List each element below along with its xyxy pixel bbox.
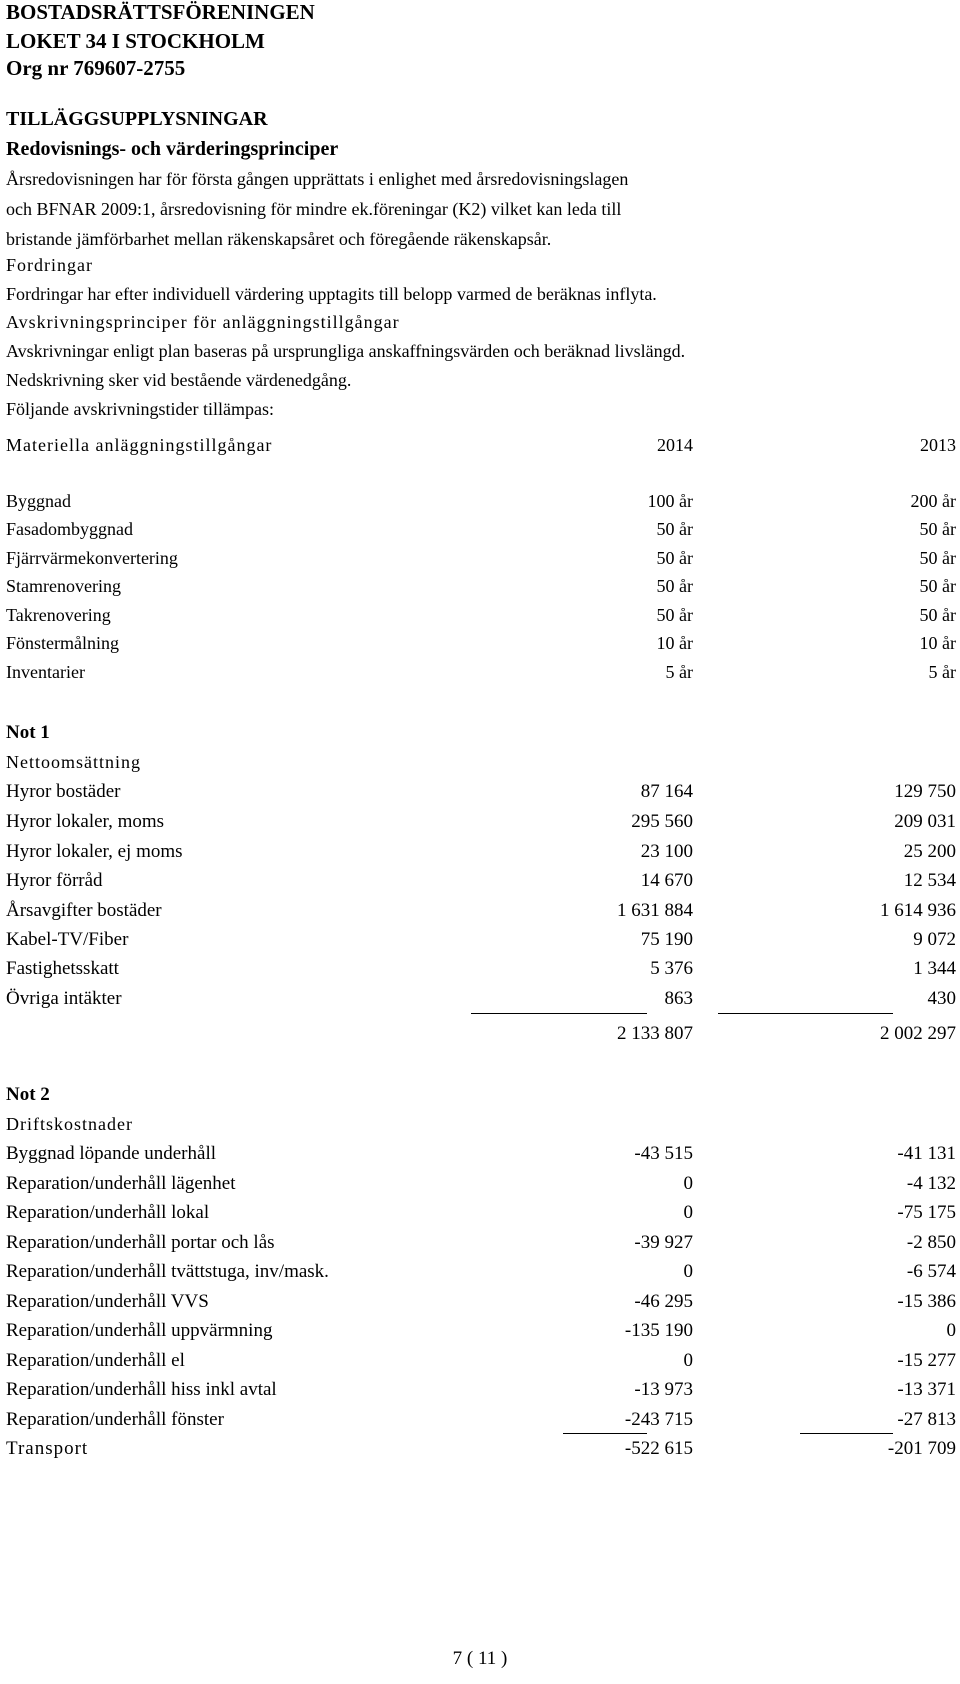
row-value-2013: 430 <box>927 988 956 1009</box>
table-row <box>6 1319 956 1343</box>
table-row <box>6 840 956 864</box>
row-value-2014: 50 år <box>656 576 693 596</box>
row-value-2013: 12 534 <box>903 870 956 891</box>
year-2014-header: 2014 <box>657 435 693 455</box>
row-value-2013: -15 277 <box>897 1350 956 1371</box>
table-row <box>6 869 956 893</box>
table-row <box>6 1172 956 1196</box>
row-value-2013: 1 614 936 <box>880 900 956 921</box>
row-label: Fasadombyggnad <box>6 519 133 539</box>
table-row <box>6 490 956 512</box>
paragraph-line: Årsredovisningen har för första gången upprättats i enlighet med årsredovisningslagen <box>6 169 629 189</box>
row-label: Reparation/underhåll uppvärmning <box>6 1320 273 1341</box>
sum-rule-2014 <box>471 1013 647 1014</box>
depreciation-line: Avskrivningar enligt plan baseras på ursprungliga anskaffningsvärden och beräknad livslängd. <box>6 341 686 361</box>
org-name-line1: BOSTADSRÄTTSFÖRENINGEN <box>6 0 315 24</box>
transport-2013: -201 709 <box>887 1438 956 1459</box>
row-value-2013: 25 200 <box>903 841 956 862</box>
table-row <box>6 1201 956 1225</box>
row-value-2013: -13 371 <box>897 1379 956 1400</box>
section-subheading: Redovisnings- och värderingsprinciper <box>6 138 339 160</box>
row-value-2013: 209 031 <box>894 811 956 832</box>
sum-rule-2013 <box>718 1013 893 1014</box>
row-label: Reparation/underhåll fönster <box>6 1409 224 1430</box>
row-label: Stamrenovering <box>6 576 121 596</box>
table-row <box>6 780 956 804</box>
transport-row <box>6 1437 956 1461</box>
row-label: Byggnad <box>6 491 71 511</box>
row-value-2014: -46 295 <box>634 1291 693 1312</box>
row-label: Takrenovering <box>6 605 111 625</box>
table-row <box>6 1142 956 1166</box>
row-value-2013: 50 år <box>919 548 956 568</box>
row-value-2013: 1 344 <box>913 958 956 979</box>
depreciation-title: Avskrivningsprinciper för anläggningstillgångar <box>6 312 400 332</box>
table-row <box>6 604 956 626</box>
page-number: 7 ( 11 ) <box>452 1648 508 1669</box>
row-value-2014: 50 år <box>656 548 693 568</box>
table-row <box>6 1378 956 1402</box>
assets-header-row <box>6 434 956 456</box>
row-value-2013: 10 år <box>919 633 956 653</box>
depreciation-line: Följande avskrivningstider tillämpas: <box>6 399 274 419</box>
receivables-title: Fordringar <box>6 255 93 275</box>
table-row <box>6 1349 956 1373</box>
table-row <box>6 518 956 540</box>
total-row <box>6 1022 956 1046</box>
transport-label: Transport <box>6 1438 89 1459</box>
table-row <box>6 661 956 683</box>
table-row <box>6 957 956 981</box>
row-value-2014: -39 927 <box>634 1232 693 1253</box>
table-row <box>6 899 956 923</box>
row-label: Reparation/underhåll lägenhet <box>6 1173 236 1194</box>
row-value-2013: -27 813 <box>897 1409 956 1430</box>
row-label: Fastighetsskatt <box>6 958 119 979</box>
section-heading: TILLÄGGSUPPLYSNINGAR <box>6 108 268 130</box>
row-label: Reparation/underhåll lokal <box>6 1202 210 1223</box>
row-label: Övriga intäkter <box>6 988 122 1009</box>
row-value-2014: -243 715 <box>624 1409 693 1430</box>
paragraph-line: och BFNAR 2009:1, årsredovisning för mindre ek.föreningar (K2) vilket kan leda till <box>6 199 622 219</box>
year-2013-header: 2013 <box>920 435 956 455</box>
table-row <box>6 987 956 1011</box>
row-value-2014: 295 560 <box>631 811 693 832</box>
transport-rule-2014 <box>563 1433 647 1434</box>
row-value-2014: 5 år <box>665 662 693 682</box>
row-label: Fjärrvärmekonvertering <box>6 548 178 568</box>
depreciation-line: Nedskrivning sker vid bestående värdenedgång. <box>6 370 352 390</box>
row-label: Inventarier <box>6 662 85 682</box>
row-value-2014: 863 <box>664 988 693 1009</box>
note2-subtitle: Driftskostnader <box>6 1114 133 1134</box>
row-value-2014: 50 år <box>656 519 693 539</box>
row-value-2014: 0 <box>683 1173 693 1194</box>
row-value-2013: 0 <box>946 1320 956 1341</box>
row-label: Kabel-TV/Fiber <box>6 929 129 950</box>
row-value-2014: 14 670 <box>640 870 693 891</box>
row-value-2013: 200 år <box>910 491 956 511</box>
org-name-line2: LOKET 34 I STOCKHOLM <box>6 29 265 53</box>
row-value-2013: -15 386 <box>897 1291 956 1312</box>
org-number: Org nr 769607-2755 <box>6 56 186 80</box>
total-2013: 2 002 297 <box>880 1023 956 1044</box>
table-row <box>6 1231 956 1255</box>
row-value-2014: -43 515 <box>634 1143 693 1164</box>
row-value-2014: 87 164 <box>640 781 693 802</box>
table-row <box>6 632 956 654</box>
row-value-2014: 5 376 <box>650 958 693 979</box>
row-label: Hyror lokaler, ej moms <box>6 841 183 862</box>
assets-header-label: Materiella anläggningstillgångar <box>6 435 273 455</box>
row-label: Reparation/underhåll tvättstuga, inv/mask. <box>6 1261 329 1282</box>
row-value-2014: 50 år <box>656 605 693 625</box>
row-label: Hyror förråd <box>6 870 103 891</box>
row-value-2014: 0 <box>683 1261 693 1282</box>
row-label: Hyror lokaler, moms <box>6 811 165 832</box>
table-row <box>6 575 956 597</box>
row-value-2013: 9 072 <box>913 929 956 950</box>
table-row <box>6 1290 956 1314</box>
row-value-2014: -13 973 <box>634 1379 693 1400</box>
table-row <box>6 1408 956 1432</box>
row-value-2013: -75 175 <box>897 1202 956 1223</box>
transport-2014: -522 615 <box>624 1438 693 1459</box>
row-value-2013: 50 år <box>919 576 956 596</box>
row-value-2014: 23 100 <box>640 841 693 862</box>
row-label: Byggnad löpande underhåll <box>6 1143 217 1164</box>
row-label: Hyror bostäder <box>6 781 121 802</box>
row-label: Reparation/underhåll hiss inkl avtal <box>6 1379 277 1400</box>
table-row <box>6 1260 956 1284</box>
transport-rule-2013 <box>800 1433 893 1434</box>
row-value-2014: 1 631 884 <box>617 900 693 921</box>
note2-title: Not 2 <box>6 1084 50 1105</box>
note1-subtitle: Nettoomsättning <box>6 752 141 772</box>
table-row <box>6 928 956 952</box>
row-value-2013: 129 750 <box>894 781 956 802</box>
total-2014: 2 133 807 <box>617 1023 693 1044</box>
row-value-2013: -2 850 <box>906 1232 956 1253</box>
row-label: Fönstermålning <box>6 633 119 653</box>
row-value-2014: 0 <box>683 1202 693 1223</box>
table-row <box>6 810 956 834</box>
row-value-2014: 75 190 <box>640 929 693 950</box>
row-value-2013: 50 år <box>919 605 956 625</box>
row-value-2014: 100 år <box>647 491 693 511</box>
row-label: Reparation/underhåll portar och lås <box>6 1232 275 1253</box>
receivables-text: Fordringar har efter individuell värdering upptagits till belopp varmed de beräknas inflyta. <box>6 284 657 304</box>
row-value-2014: 0 <box>683 1350 693 1371</box>
row-value-2014: -135 190 <box>624 1320 693 1341</box>
note1-title: Not 1 <box>6 722 50 743</box>
row-value-2013: 5 år <box>928 662 956 682</box>
table-row <box>6 547 956 569</box>
row-value-2013: -41 131 <box>897 1143 956 1164</box>
row-value-2014: 10 år <box>656 633 693 653</box>
row-label: Årsavgifter bostäder <box>6 900 162 921</box>
paragraph-line: bristande jämförbarhet mellan räkenskapsåret och föregående räkenskapsår. <box>6 229 552 249</box>
row-value-2013: -4 132 <box>906 1173 956 1194</box>
row-label: Reparation/underhåll el <box>6 1350 185 1371</box>
row-label: Reparation/underhåll VVS <box>6 1291 209 1312</box>
row-value-2013: -6 574 <box>906 1261 956 1282</box>
row-value-2013: 50 år <box>919 519 956 539</box>
